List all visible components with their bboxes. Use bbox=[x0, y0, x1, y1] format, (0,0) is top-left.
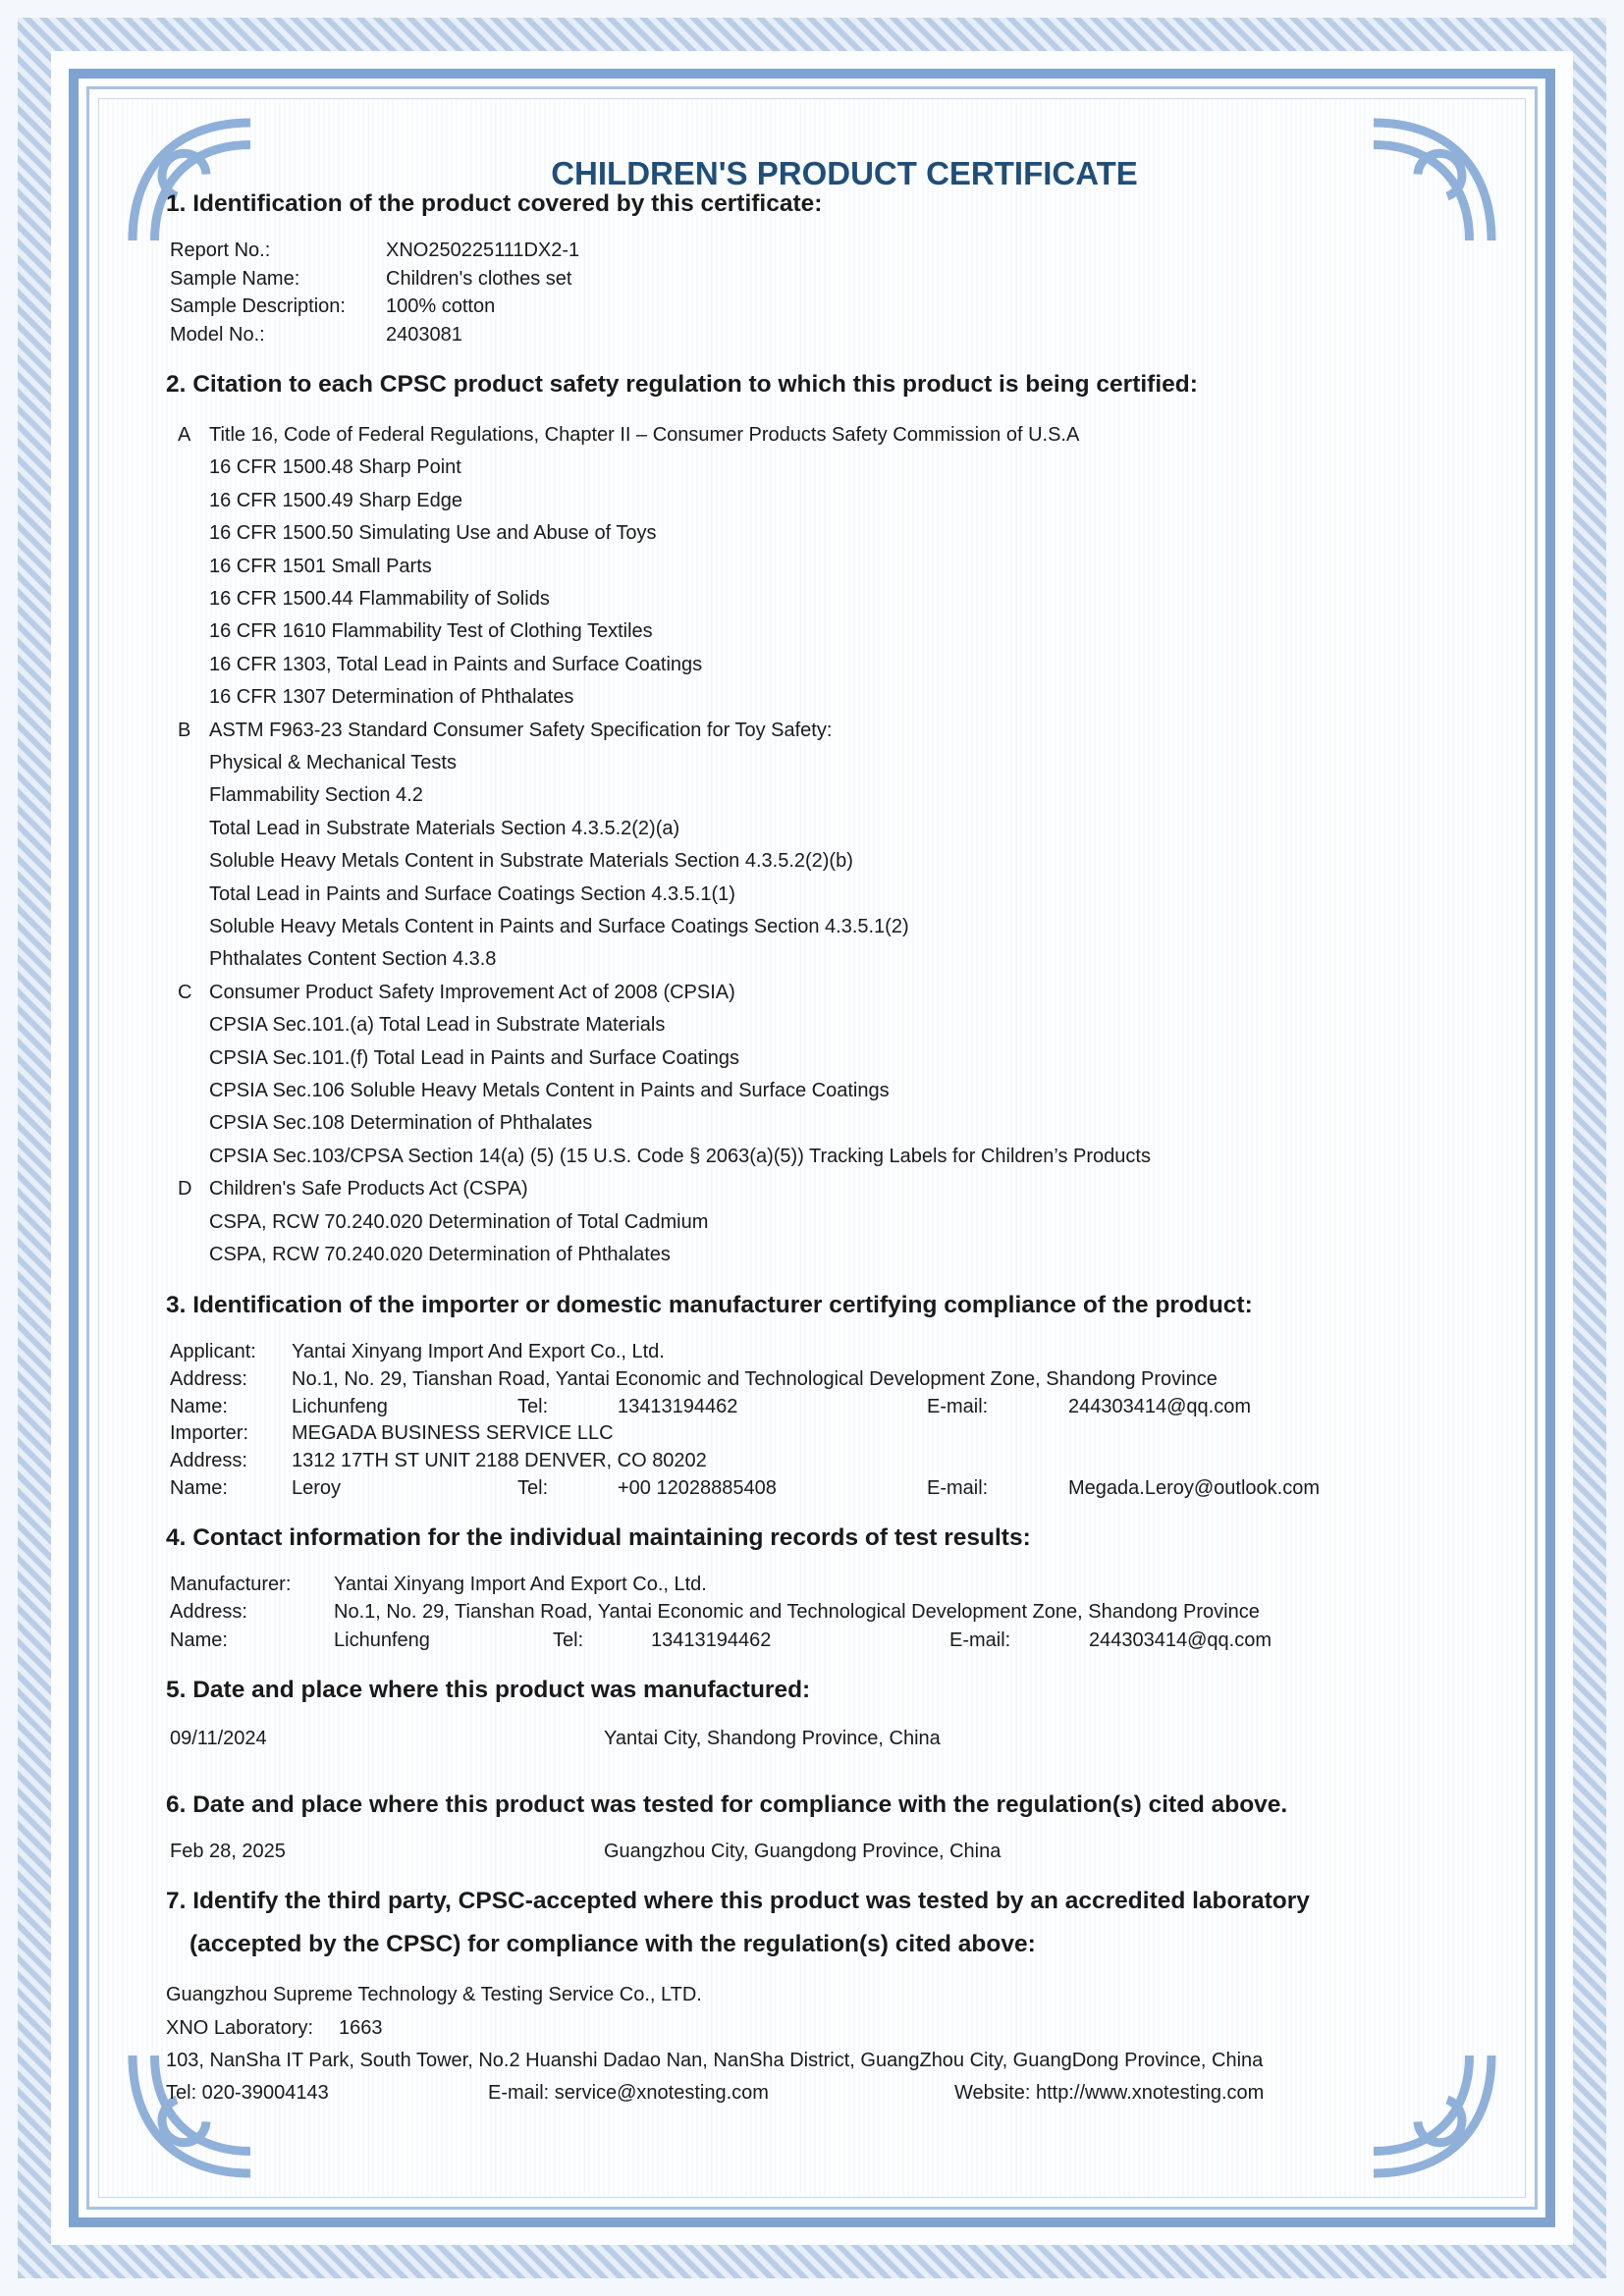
regulation-group-letter: A bbox=[178, 424, 191, 446]
section-heading: 6. Date and place where this product was tested for compliance with the regulation(s) cited above. bbox=[166, 1791, 1288, 1818]
field-label: Sample Name: bbox=[170, 267, 300, 290]
test-date: Feb 28, 2025 bbox=[170, 1841, 286, 1862]
field-value: 100% cotton bbox=[386, 295, 496, 317]
email-label: E-mail: bbox=[949, 1629, 1011, 1651]
tel-label: Tel: bbox=[553, 1629, 584, 1651]
regulation-item: Total Lead in Paints and Surface Coatings Section 4.3.5.1(1) bbox=[209, 882, 735, 905]
regulation-item: CPSIA Sec.103/CPSA Section 14(a) (5) (15 U.S. Code § 2063(a)(5)) Tracking Labels for Children’s Products bbox=[209, 1145, 1151, 1167]
regulation-item: Title 16, Code of Federal Regulations, Chapter II – Consumer Products Safety Commission of U.S.A bbox=[209, 424, 1080, 446]
tel: 13413194462 bbox=[651, 1629, 772, 1651]
email-label: E-mail: bbox=[927, 1396, 989, 1417]
regulation-item: 16 CFR 1610 Flammability Test of Clothing Textiles bbox=[209, 620, 653, 643]
section-heading: 1. Identification of the product covered by this certificate: bbox=[166, 190, 823, 217]
regulation-group-letter: D bbox=[178, 1178, 192, 1201]
regulation-item: Soluble Heavy Metals Content in Substrate Materials Section 4.3.5.2(2)(b) bbox=[209, 850, 853, 873]
section-heading: 5. Date and place where this product was manufactured: bbox=[166, 1677, 811, 1703]
section-heading: 3. Identification of the importer or domestic manufacturer certifying compliance of the product: bbox=[166, 1292, 1253, 1318]
certificate-title: CHILDREN'S PRODUCT CERTIFICATE bbox=[551, 155, 1138, 191]
name-label: Name: bbox=[170, 1396, 228, 1417]
regulation-group-letter: B bbox=[178, 719, 191, 741]
tel-label: Tel: bbox=[517, 1396, 549, 1417]
field-label: Sample Description: bbox=[170, 295, 346, 317]
regulation-item: 16 CFR 1501 Small Parts bbox=[209, 555, 432, 577]
tel: 13413194462 bbox=[618, 1396, 738, 1417]
regulation-item: 16 CFR 1500.44 Flammability of Solids bbox=[209, 588, 550, 610]
importer-label: Importer: bbox=[170, 1422, 249, 1444]
regulation-item: Physical & Mechanical Tests bbox=[209, 752, 457, 774]
regulation-item: CSPA, RCW 70.240.020 Determination of Phthalates bbox=[209, 1244, 671, 1265]
regulation-item: 16 CFR 1303, Total Lead in Paints and Surface Coatings bbox=[209, 653, 703, 675]
manufacturer-label: Manufacturer: bbox=[170, 1574, 292, 1595]
regulation-item: CPSIA Sec.101.(a) Total Lead in Substrate Materials bbox=[209, 1014, 666, 1037]
importer-email-label: E-mail: bbox=[927, 1477, 989, 1499]
importer-address-label: Address: bbox=[170, 1450, 247, 1471]
importer-email: Megada.Leroy@outlook.com bbox=[1068, 1477, 1320, 1499]
regulation-item: 16 CFR 1307 Determination of Phthalates bbox=[209, 686, 574, 709]
section-heading: 2. Citation to each CPSC product safety regulation to which this product is being certified: bbox=[166, 371, 1198, 398]
regulation-item: Total Lead in Substrate Materials Section 4.3.5.2(2)(a) bbox=[209, 817, 680, 839]
field-label: Report No.: bbox=[170, 240, 271, 261]
regulation-group-letter: C bbox=[178, 981, 192, 1003]
email: 244303414@qq.com bbox=[1068, 1396, 1251, 1417]
lab-label: XNO Laboratory: bbox=[166, 2017, 314, 2039]
lab-tel: Tel: 020-39004143 bbox=[166, 2082, 329, 2104]
regulation-item: 16 CFR 1500.49 Sharp Edge bbox=[209, 489, 462, 511]
field-value: 2403081 bbox=[386, 323, 462, 346]
regulation-item: Soluble Heavy Metals Content in Paints and Surface Coatings Section 4.3.5.1(2) bbox=[209, 916, 909, 937]
field-label: Model No.: bbox=[170, 323, 265, 346]
address-label: Address: bbox=[170, 1601, 247, 1623]
regulation-item: CSPA, RCW 70.240.020 Determination of Total Cadmium bbox=[209, 1210, 709, 1233]
lab-company: Guangzhou Supreme Technology & Testing Service Co., LTD. bbox=[166, 1984, 702, 2005]
importer-name: Leroy bbox=[292, 1477, 342, 1499]
field-value: Children's clothes set bbox=[386, 267, 572, 290]
regulation-item: CPSIA Sec.106 Soluble Heavy Metals Content in Paints and Surface Coatings bbox=[209, 1080, 890, 1101]
field-value: XNO250225111DX2-1 bbox=[386, 240, 580, 261]
regulation-item: ASTM F963-23 Standard Consumer Safety Specification for Toy Safety: bbox=[209, 719, 833, 741]
manufacturer: Yantai Xinyang Import And Export Co., Ltd. bbox=[334, 1574, 707, 1595]
lab-website: Website: http://www.xnotesting.com bbox=[954, 2082, 1265, 2104]
section-heading: 4. Contact information for the individual maintaining records of test results: bbox=[166, 1524, 1031, 1551]
manufacture-place: Yantai City, Shandong Province, China bbox=[604, 1728, 941, 1749]
regulation-item: Flammability Section 4.2 bbox=[209, 784, 423, 807]
regulation-item: Phthalates Content Section 4.3.8 bbox=[209, 948, 497, 971]
email: 244303414@qq.com bbox=[1089, 1629, 1272, 1651]
importer: MEGADA BUSINESS SERVICE LLC bbox=[292, 1422, 614, 1444]
importer-tel: +00 12028885408 bbox=[618, 1477, 777, 1499]
address: No.1, No. 29, Tianshan Road, Yantai Economic and Technological Development Zone, Shandong Province bbox=[334, 1601, 1260, 1623]
section-heading: 7. Identify the third party, CPSC-accepted where this product was tested by an accredited laboratory bbox=[166, 1888, 1310, 1914]
importer-name-label: Name: bbox=[170, 1477, 228, 1499]
importer-address: 1312 17TH ST UNIT 2188 DENVER, CO 80202 bbox=[292, 1450, 707, 1471]
applicant: Yantai Xinyang Import And Export Co., Ltd. bbox=[292, 1341, 665, 1362]
address-label: Address: bbox=[170, 1368, 247, 1390]
regulation-item: Consumer Product Safety Improvement Act of 2008 (CPSIA) bbox=[209, 981, 735, 1003]
applicant-label: Applicant: bbox=[170, 1341, 256, 1362]
name: Lichunfeng bbox=[334, 1629, 430, 1651]
regulation-item: CPSIA Sec.108 Determination of Phthalates bbox=[209, 1112, 593, 1135]
name: Lichunfeng bbox=[292, 1396, 388, 1417]
test-place: Guangzhou City, Guangdong Province, China bbox=[604, 1841, 1001, 1862]
importer-tel-label: Tel: bbox=[517, 1477, 549, 1499]
lab-email: E-mail: service@xnotesting.com bbox=[488, 2082, 769, 2104]
section-heading-continued: (accepted by the CPSC) for compliance with the regulation(s) cited above: bbox=[189, 1931, 1036, 1957]
regulation-item: CPSIA Sec.101.(f) Total Lead in Paints and Surface Coatings bbox=[209, 1046, 739, 1069]
lab-id: 1663 bbox=[339, 2017, 383, 2039]
regulation-item: 16 CFR 1500.50 Simulating Use and Abuse of Toys bbox=[209, 522, 657, 545]
lab-address: 103, NanSha IT Park, South Tower, No.2 Huanshi Dadao Nan, NanSha District, GuangZhou City, GuangDong Province, China bbox=[166, 2050, 1264, 2071]
regulation-item: Children's Safe Products Act (CSPA) bbox=[209, 1178, 528, 1201]
manufacture-date: 09/11/2024 bbox=[170, 1728, 267, 1749]
name-label: Name: bbox=[170, 1629, 228, 1651]
regulation-item: 16 CFR 1500.48 Sharp Point bbox=[209, 456, 461, 479]
corner-ornament-icon bbox=[1359, 2041, 1506, 2188]
address: No.1, No. 29, Tianshan Road, Yantai Economic and Technological Development Zone, Shandong Province bbox=[292, 1368, 1218, 1390]
